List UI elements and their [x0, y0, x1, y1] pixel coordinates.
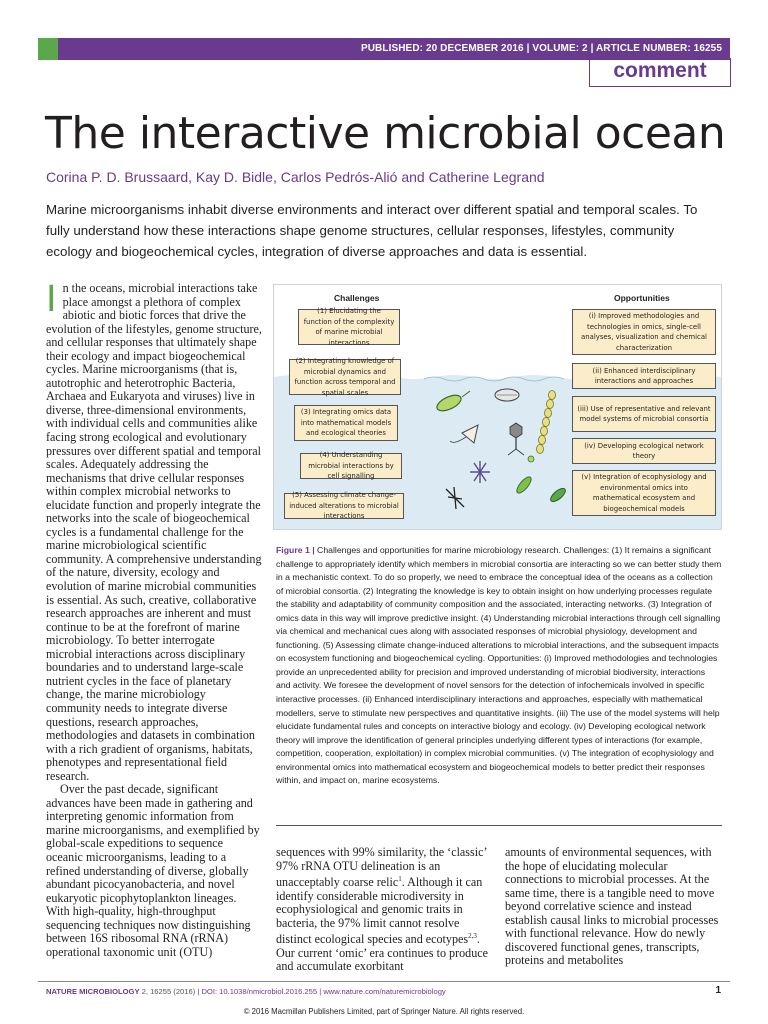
body-column-3: amounts of environmental sequences, with the hope of elucidating molecular connections to microbial processes. At the same time, there is a tangible need to move beyond correlative science and instead establish causal links to microbial processes with functional relevance. How do newly discovered functional genes, transcripts, proteins and metabolites	[505, 845, 719, 968]
paragraph-2: Over the past decade, significant advances have been made in gathering and interpreting genomic information from marine microorganisms, and exemplified by global-scale expeditions to sequence oceanic microorganisms, leading to a refined understanding of diverse, globally abundant picocyanobacteria, and novel eukaryotic picophytoplankton lineages. With high-quality, high-throughput sequencing techniques now distinguishing between 16S ribosomal RNA (rRNA) operational taxonomic unit (OTU)	[46, 782, 260, 959]
opportunity-box-1	[572, 309, 716, 355]
caption-divider	[276, 825, 722, 826]
body-column-2	[276, 846, 490, 974]
header-green-block	[38, 38, 58, 60]
footer-doi-link[interactable]: DOI: 10.1038/nmicrobiol.2016.255	[201, 987, 318, 996]
publication-info: PUBLISHED: 20 DECEMBER 2016 | VOLUME: 2 | ARTICLE NUMBER: 16255	[58, 38, 730, 60]
article-authors: Corina P. D. Brussaard, Kay D. Bidle, Carlos Pedrós-Alió and Catherine Legrand	[46, 169, 545, 185]
article-title: The interactive microbial ocean	[45, 108, 726, 159]
figure-caption-label: Figure 1 |	[276, 545, 315, 555]
footer-volume: 2, 16255 (2016) |	[139, 987, 202, 996]
opportunity-text-4: (iv) Developing ecological network theory	[584, 441, 704, 460]
figure-1	[273, 284, 722, 530]
citation-ref-2[interactable]: 2,3	[468, 932, 477, 941]
challenge-text-4: (4) Understanding microbial interactions by cell signalling	[308, 451, 394, 481]
opportunity-box-3	[572, 396, 716, 432]
footer-citation	[46, 987, 722, 996]
challenge-text-5: (5) Assessing climate change-induced alterations to microbial interactions	[289, 491, 399, 521]
paragraph-1-text: n the oceans, microbial interactions take place amongst a plethora of complex abiotic and biotic forces that drive the evolution of the lifestyles, genome structure, and cellular responses that ultimately shape their ecology and impact biogeochemical cycles. Marine microorganisms (that is, autotrophic and heterotrophic Bacteria, Archaea and Eukaryota and viruses) live in diverse, three-dimensional environments, with individual cells and communities alike facing strong ecological and evolutionary pressures over different spatial and temporal scales. Adequately addressing the mechanisms that drive cellular responses within complex microbial networks to elucidate function and properly integrate the networks into the scale of biogeochemical cycles is a fundamental challenge for the marine microbiological scientific community. A comprehensive understanding of the nature, diversity, ecology and evolution of marine microbial communities is essential. As such, creative, collaborative research approaches are inherent and must continue to be at the forefront of marine microbiology. To better interrogate microbial interactions across disciplinary boundaries and to understand large-scale nutrient cycles in the face of planetary change, the marine microbiology community needs to integrate diverse questions, research approaches, methodologies and datasets in combination with a rich gradient of organisms, habitats, phenotypes and representational field research.	[46, 281, 262, 783]
body-column-1	[46, 278, 262, 959]
challenge-box-4	[300, 453, 402, 479]
paragraph-1	[46, 278, 262, 783]
copyright-notice: © 2016 Macmillan Publishers Limited, part of Springer Nature. All rights reserved.	[243, 1007, 525, 1016]
footer-url-link[interactable]: www.nature.com/naturemicrobiology	[323, 987, 446, 996]
opportunity-text-2: (ii) Enhanced interdisciplinary interactions and approaches	[592, 366, 696, 385]
page-number: 1	[715, 985, 721, 996]
opportunity-box-5	[572, 470, 716, 516]
col2-text-b: . Although it can identify considerable microdiversity in ecophysiological and genomic traits in bacteria, the 97% limit cannot resolve distinct ecological species and ecotypes	[276, 875, 483, 947]
article-abstract: Marine microorganisms inhabit diverse environments and interact over different spatial and temporal scales. To fully understand how these interactions shape genome structures, cellular responses, lifestyles, community ecology and biogeochemical cycles, integration of diverse approaches and data is essential.	[46, 202, 698, 259]
challenge-text-2: (2) Integrating knowledge of microbial dynamics and function across temporal and spatial scales	[294, 357, 396, 397]
challenge-text-3: (3) Integrating omics data into mathematical models and ecological theories	[300, 408, 392, 438]
challenge-box-5	[284, 493, 404, 519]
header-bar	[38, 38, 730, 60]
opportunity-text-1: (i) Improved methodologies and technologies in omics, single-cell analyses, visualization and chemical characterization	[581, 312, 707, 352]
challenges-heading: Challenges	[334, 293, 380, 303]
challenge-text-1: (1) Elucidating the function of the complexity of marine microbial interactions	[303, 307, 395, 347]
opportunity-text-5: (v) Integration of ecophysiology and environmental omics into mathematical ecosystem and biogeochemical models	[581, 473, 707, 513]
figure-caption-text: Challenges and opportunities for marine microbiology research. Challenges: (1) It remains a significant challenge to appropriately identify which members in microbial consortia are interacting so we can better study them in a mechanistic context. To do so properly, we need to embrace the conceptual idea of the oceans as a collection of microbial consortia. (2) Integrating the knowledge is key to obtain insight on how underlying processes regulate the stability and adaptability of community composition and the associated, interacting networks. (3) Integration of omics data in this way will improve predictive insight. (4) Understanding microbial interactions through cell signalling via chemical and mechanical cues along with associated responses of microbial physiology, development and functioning. (5) Assessing climate change-induced alterations to microbial interactions, and the subsequent impacts on ecosystem functioning and biogeochemical cycling. Opportunities: (i) Improved methodologies and technologies provide an unprecedented ability for precision and improved understanding of microbial biodiversity, interactions and activity. We foresee the development of novel sensors for the detection of infochemicals involved in specific interactive processes. (ii) Enhanced interdisciplinary interactions and approaches, especially with mathematical modellers, serve to stimulate new perspectives and quantitative insights. (iii) The use of the model systems will help elucidate fundamental rules and concepts on interactive biology and ecology. (iv) Developing ecological network theory will improve the identification of general principles underlying different types of interactions (for example, competition, cooperation, exploitation) in complex microbial communities. (v) The integration of ecophysiology and environmental omics into mathematical ecosystem and biogeochemical models to better predict their responses within, and impact on, marine ecosystems.	[276, 545, 722, 786]
diatom-icon	[495, 389, 519, 401]
opportunity-box-4	[572, 438, 716, 464]
footer-journal: NATURE MICROBIOLOGY	[46, 987, 140, 996]
drop-cap: I	[46, 278, 57, 320]
col2-text-a: sequences with 99% similarity, the ‘classic’ 97% rRNA OTU delineation is an unacceptably coarse relic	[276, 845, 487, 890]
opportunity-box-2	[572, 363, 716, 389]
col2-text-c: . Our current ‘omic’ era continues to produce and accumulate exorbitant	[276, 932, 489, 974]
opportunities-heading: Opportunities	[614, 293, 670, 303]
challenge-box-3	[294, 405, 398, 441]
citation-ref-1[interactable]: 1	[398, 875, 402, 884]
section-label: comment	[589, 58, 731, 87]
opportunity-text-3: (iii) Use of representative and relevant model systems of microbial consortia	[577, 404, 711, 423]
figure-caption	[276, 544, 722, 788]
small-cell-icon	[528, 456, 534, 462]
footer-divider	[38, 981, 730, 982]
footer-separator: |	[317, 987, 324, 996]
challenge-box-2	[289, 359, 401, 395]
challenge-box-1	[298, 309, 400, 345]
